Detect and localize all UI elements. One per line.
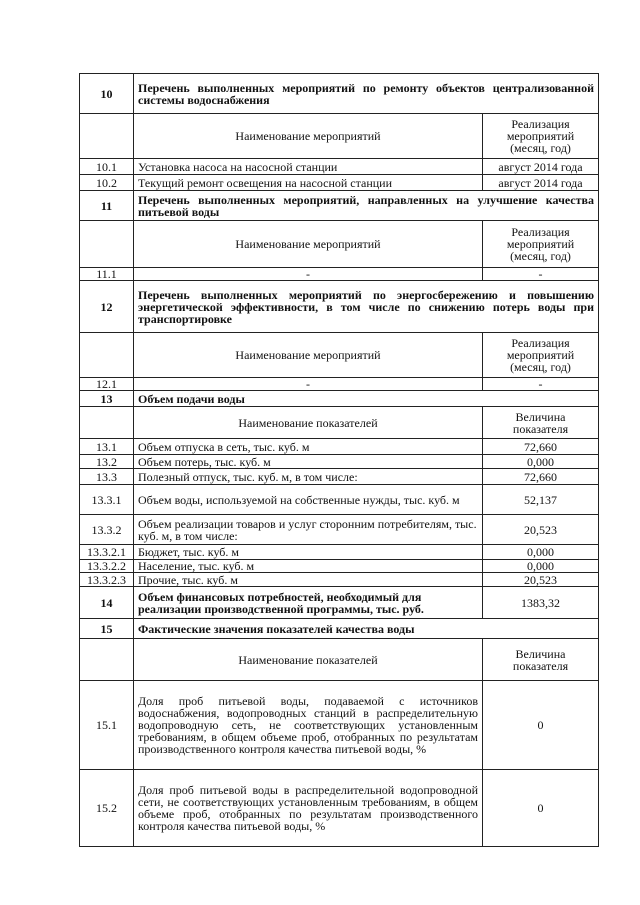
table-row	[80, 573, 599, 587]
table-row	[80, 770, 599, 847]
table-row	[80, 175, 599, 191]
section-number: 10	[80, 74, 134, 114]
table-row	[80, 281, 599, 333]
item-number: 11.1	[80, 268, 134, 281]
item-number: 13.1	[80, 439, 134, 455]
section-number: 11	[80, 191, 134, 221]
section-title: Перечень выполненных мероприятий, направленных на улучшение качества питьевой воды	[134, 191, 599, 221]
table-row	[80, 515, 599, 545]
item-value: 0	[483, 681, 599, 770]
item-number: 10.2	[80, 175, 134, 191]
item-number: 15.1	[80, 681, 134, 770]
item-name: Установка насоса на насосной станции	[134, 159, 483, 175]
item-name: Бюджет, тыс. куб. м	[134, 545, 483, 560]
item-name: Доля проб питьевой воды в распределительной водопроводной сети, не соответствующих установленным требованиям, в общем объеме проб, отобранных по результатам производственного контроля качества питьевой воды, %	[134, 770, 483, 847]
item-number: 13.2	[80, 455, 134, 469]
item-number: 10.1	[80, 159, 134, 175]
section-title: Фактические значения показателей качества воды	[134, 619, 599, 639]
table-row	[80, 545, 599, 560]
item-number: 13.3.2.2	[80, 560, 134, 573]
item-number: 13.3.2.1	[80, 545, 134, 560]
item-number: 13.3.1	[80, 485, 134, 515]
table-row	[80, 469, 599, 485]
item-value: август 2014 года	[483, 175, 599, 191]
section-title: Объем подачи воды	[134, 391, 599, 407]
column-header-value: Реализация мероприятий (месяц, год)	[483, 333, 599, 378]
table-row	[80, 391, 599, 407]
table-row	[80, 191, 599, 221]
item-name: Объем реализации товаров и услуг сторонним потребителям, тыс. куб. м, в том числе:	[134, 515, 483, 545]
item-number: 13.3.2	[80, 515, 134, 545]
item-name: Население, тыс. куб. м	[134, 560, 483, 573]
item-value: 0,000	[483, 455, 599, 469]
table-row	[80, 74, 599, 114]
table-row	[80, 268, 599, 281]
item-value: август 2014 года	[483, 159, 599, 175]
item-value: 72,660	[483, 439, 599, 455]
item-name: Доля проб питьевой воды, подаваемой с источников водоснабжения, водопроводных станций в распределительную водопроводную сеть, не соответствующих установленным требованиям, в общем объеме проб, отобранных по результатам производственного контроля качества питьевой воды, %	[134, 681, 483, 770]
item-number: 12.1	[80, 378, 134, 391]
section-title: Перечень выполненных мероприятий по энергосбережению и повышению энергетической эффективности, в том числе по снижению потерь воды при транспортировке	[134, 281, 599, 333]
empty-cell	[80, 333, 134, 378]
item-number: 13.3	[80, 469, 134, 485]
item-value: 0,000	[483, 560, 599, 573]
item-number: 14	[80, 587, 134, 619]
document-table	[79, 73, 599, 847]
item-name: -	[134, 268, 483, 281]
item-name: Прочие, тыс. куб. м	[134, 573, 483, 587]
table-row	[80, 439, 599, 455]
column-header-name: Наименование показателей	[134, 407, 483, 439]
column-header-name: Наименование мероприятий	[134, 333, 483, 378]
item-name: Текущий ремонт освещения на насосной станции	[134, 175, 483, 191]
column-header-value: Реализация мероприятий (месяц, год)	[483, 221, 599, 268]
item-name: -	[134, 378, 483, 391]
table-row	[80, 560, 599, 573]
table-row	[80, 619, 599, 639]
item-number: 15.2	[80, 770, 134, 847]
table-row	[80, 485, 599, 515]
column-header-name: Наименование показателей	[134, 639, 483, 681]
item-value: -	[483, 378, 599, 391]
column-header-value: Величина показателя	[483, 639, 599, 681]
empty-cell	[80, 639, 134, 681]
table-row	[80, 639, 599, 681]
item-value: 0,000	[483, 545, 599, 560]
item-value: 72,660	[483, 469, 599, 485]
empty-cell	[80, 407, 134, 439]
section-number: 12	[80, 281, 134, 333]
item-name: Объем потерь, тыс. куб. м	[134, 455, 483, 469]
item-value: 52,137	[483, 485, 599, 515]
section-number: 13	[80, 391, 134, 407]
table-row	[80, 159, 599, 175]
column-header-name: Наименование мероприятий	[134, 114, 483, 159]
item-value: 20,523	[483, 515, 599, 545]
table-row	[80, 333, 599, 378]
section-number: 15	[80, 619, 134, 639]
item-value: -	[483, 268, 599, 281]
item-value: 1383,32	[483, 587, 599, 619]
table-row	[80, 407, 599, 439]
section-title: Перечень выполненных мероприятий по ремонту объектов централизованной системы водоснабжения	[134, 74, 599, 114]
table-row	[80, 221, 599, 268]
empty-cell	[80, 114, 134, 159]
table-row	[80, 587, 599, 619]
item-value: 0	[483, 770, 599, 847]
item-name: Объем воды, используемой на собственные нужды, тыс. куб. м	[134, 485, 483, 515]
column-header-value: Величина показателя	[483, 407, 599, 439]
item-name: Объем финансовых потребностей, необходимый для реализации производственной программы, тыс. руб.	[134, 587, 483, 619]
item-number: 13.3.2.3	[80, 573, 134, 587]
column-header-value: Реализация мероприятий (месяц, год)	[483, 114, 599, 159]
item-name: Объем отпуска в сеть, тыс. куб. м	[134, 439, 483, 455]
document-table-body	[80, 74, 599, 847]
table-row	[80, 378, 599, 391]
empty-cell	[80, 221, 134, 268]
table-row	[80, 114, 599, 159]
table-row	[80, 681, 599, 770]
column-header-name: Наименование мероприятий	[134, 221, 483, 268]
table-row	[80, 455, 599, 469]
item-value: 20,523	[483, 573, 599, 587]
item-name: Полезный отпуск, тыс. куб. м, в том числе:	[134, 469, 483, 485]
